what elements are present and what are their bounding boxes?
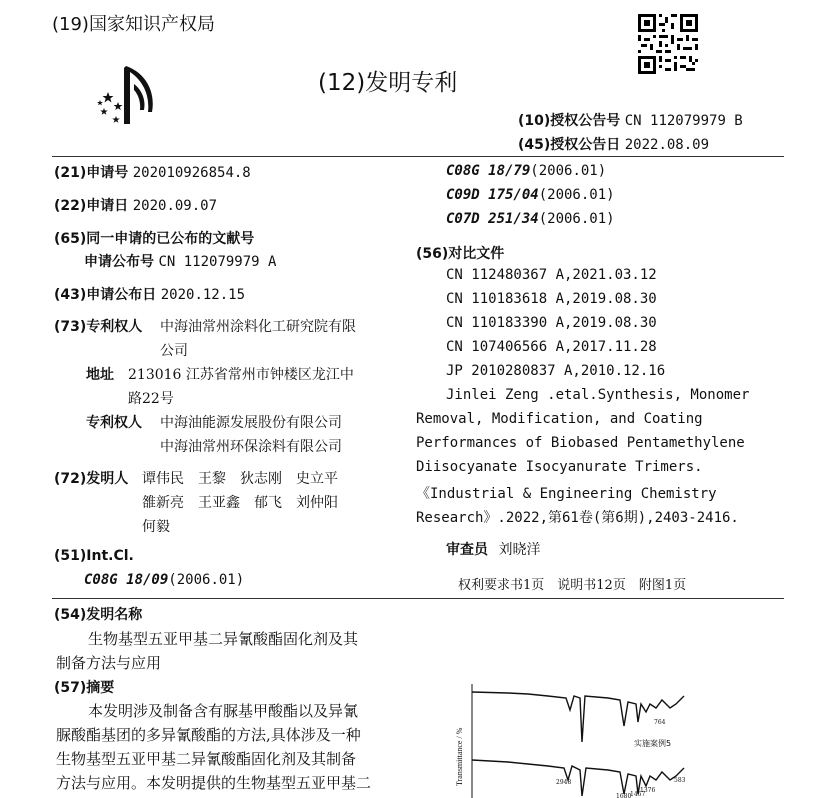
patentee-2-line-1: 中海油能源发展股份有限公司 — [160, 415, 342, 431]
application-date-value: 2020.09.07 — [132, 198, 218, 214]
header-divider — [52, 156, 784, 157]
abstract-line: 生物基型五亚甲基二异氰酸酯固化剂及其制备 — [56, 750, 357, 768]
publication-number — [518, 110, 743, 130]
application-number — [54, 162, 251, 182]
abstract-label: (57)摘要 — [54, 680, 115, 696]
prior-publication-number-label: 申请公布号 — [84, 254, 154, 270]
address-line-1: 213016 江苏省常州市钟楼区龙江中 — [128, 367, 354, 383]
application-publication-date-label: (43)申请公布日 — [54, 287, 157, 303]
inventor-label: (72)发明人 — [54, 471, 129, 487]
class-entry-2 — [446, 187, 615, 203]
peak-label: 1376 — [640, 787, 656, 794]
issuing-office: (19)国家知识产权局 — [52, 14, 215, 35]
patentee-line-1: 中海油常州涂料化工研究院有限 — [160, 319, 356, 335]
cited-document: CN 110183618 A,2019.08.30 — [446, 291, 657, 307]
application-number-value: 202010926854.8 — [132, 165, 251, 181]
page-counts: 权利要求书1页 说明书12页 附图1页 — [458, 578, 687, 593]
abstract-line: 脲酸酯基团的多异氰酸酯的方法,具体涉及一种 — [56, 726, 361, 744]
application-date — [54, 195, 217, 215]
prior-publication-label: (65)同一申请的已公布的文献号 — [54, 231, 255, 247]
cnipa-logo-icon — [96, 62, 160, 128]
address-line-2: 路22号 — [128, 391, 174, 407]
class-year: (2006.01) — [538, 187, 615, 203]
cited-literature-line: Jinlei Zeng .etal.Synthesis, Monomer — [446, 387, 750, 403]
peak-label: 583 — [674, 777, 686, 784]
cited-literature-line: Performances of Biobased Pentamethylene — [416, 435, 745, 451]
patentee-line-2: 公司 — [160, 343, 188, 359]
int-cl-entry — [84, 572, 244, 588]
peak-label: 2948 — [556, 779, 572, 786]
prior-publication-number-value: CN 112079979 A — [158, 254, 277, 270]
peak-label: 764 — [654, 719, 666, 726]
class-entry-1 — [446, 163, 606, 179]
int-cl-code: C08G 18/09 — [84, 572, 169, 588]
invention-title-label: (54)发明名称 — [54, 607, 143, 623]
publication-date — [518, 134, 709, 154]
ir-spectrum-figure — [448, 682, 698, 798]
cited-literature-line: 《Industrial & Engineering Chemistry — [416, 486, 717, 502]
cited-document: CN 110183390 A,2019.08.30 — [446, 315, 657, 331]
cited-documents-label: (56)对比文件 — [416, 246, 505, 262]
examiner — [446, 539, 540, 559]
invention-title-line-1: 生物基型五亚甲基二异氰酸酯固化剂及其 — [88, 630, 359, 648]
address-label: 地址 — [86, 367, 114, 383]
class-code: C08G 18/79 — [446, 163, 531, 179]
abstract-line: 本发明涉及制备含有脲基甲酸酯以及异氰 — [88, 702, 359, 720]
document-type: (12)发明专利 — [318, 70, 458, 96]
cited-literature-line: Research》.2022,第61卷(第6期),2403-2416. — [416, 510, 739, 526]
class-year: (2006.01) — [538, 211, 615, 227]
int-cl-year: (2006.01) — [168, 572, 245, 588]
qr-code — [638, 14, 698, 74]
figure-ylabel: Transmittance / % — [455, 727, 464, 786]
examiner-label: 审查员 — [446, 542, 488, 558]
application-number-label: (21)申请号 — [54, 165, 129, 181]
spectrum-trace-sample — [472, 692, 684, 742]
publication-number-value: CN 112079979 B — [624, 113, 743, 129]
publication-number-label: (10)授权公告号 — [518, 113, 621, 129]
prior-publication-number — [84, 251, 276, 271]
int-cl-label: (51)Int.Cl. — [54, 548, 134, 564]
inventor-line-2: 雒新亮 王亚鑫 郁飞 刘仲阳 — [142, 495, 338, 511]
application-publication-date-value: 2020.12.15 — [160, 287, 246, 303]
cited-literature-line: Removal, Modification, and Coating — [416, 411, 703, 427]
application-publication-date — [54, 284, 245, 304]
cited-document: CN 107406566 A,2017.11.28 — [446, 339, 657, 355]
abstract-line: 方法与应用。本发明提供的生物基型五亚甲基二 — [56, 774, 372, 792]
publication-date-value: 2022.08.09 — [624, 137, 710, 153]
publication-date-label: (45)授权公告日 — [518, 137, 621, 153]
class-year: (2006.01) — [530, 163, 607, 179]
peak-label: 1467 — [630, 791, 646, 798]
class-entry-3 — [446, 211, 615, 227]
application-date-label: (22)申请日 — [54, 198, 129, 214]
peak-label: 1680 — [616, 793, 632, 798]
class-code: C09D 175/04 — [446, 187, 539, 203]
cited-document: JP 2010280837 A,2010.12.16 — [446, 363, 666, 379]
examiner-name: 刘晓洋 — [498, 542, 541, 558]
inventor-line-3: 何毅 — [142, 519, 170, 535]
cited-literature-line: Diisocyanate Isocyanurate Trimers. — [416, 459, 703, 475]
cited-document: CN 112480367 A,2021.03.12 — [446, 267, 657, 283]
inventor-line-1: 谭伟民 王黎 狄志刚 史立平 — [142, 471, 338, 487]
class-code: C07D 251/34 — [446, 211, 539, 227]
patentee-2-label: 专利权人 — [86, 415, 142, 431]
section-divider — [52, 598, 784, 599]
sample-label: 实施案例5 — [634, 739, 672, 748]
patentee-label: (73)专利权人 — [54, 319, 143, 335]
patentee-2-line-2: 中海油常州环保涂料有限公司 — [160, 439, 342, 455]
invention-title-line-2: 制备方法与应用 — [56, 654, 162, 672]
